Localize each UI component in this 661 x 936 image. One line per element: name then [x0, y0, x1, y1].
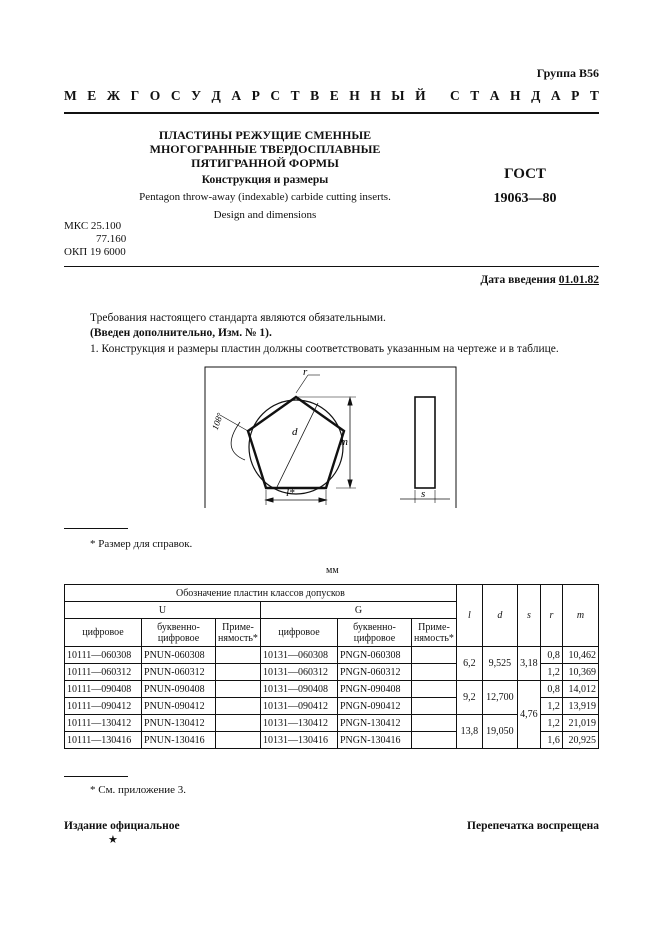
footnote-reference: * Размер для справок. — [90, 538, 193, 550]
table-header-designation: Обозначение пластин классов допусков — [65, 585, 457, 602]
banner-letter: С — [270, 88, 281, 103]
banner-letter: Н — [370, 88, 381, 103]
d-dimension-line — [276, 403, 318, 489]
banner-letter: Е — [329, 88, 339, 103]
group-label: Группа В56 — [536, 66, 599, 80]
banner-letter: Д — [211, 88, 221, 103]
standard-banner — [64, 88, 599, 104]
drawing-frame — [205, 367, 456, 508]
label-l: l* — [286, 487, 295, 499]
footnote-appendix: * См. приложение 3. — [90, 784, 187, 796]
col-d-header: d — [482, 585, 517, 647]
class-u-header: U — [65, 602, 261, 619]
col-numeric-u: цифровое — [65, 619, 142, 647]
banner-letter: Н — [510, 88, 521, 103]
date-label: Дата введения — [480, 274, 556, 286]
classification-codes — [64, 220, 126, 259]
title-subtitle: Конструкция и размеры — [201, 174, 329, 186]
mks-code-1: МКС 25.100 — [64, 220, 122, 232]
col-app-g: Приме- нямость* — [411, 619, 456, 647]
dimensions-table — [64, 584, 599, 749]
okp-code: ОКП 19 6000 — [64, 246, 126, 258]
class-g-header: G — [260, 602, 456, 619]
banner-letter — [436, 88, 439, 104]
banner-letter: Р — [571, 88, 580, 103]
banner-letter: Й — [415, 88, 426, 103]
banner-letter: Т — [589, 88, 599, 103]
insert-drawing — [200, 365, 460, 510]
banner-letter: Г — [130, 88, 140, 103]
title-block — [110, 128, 420, 222]
title-line-3: ПЯТИГРАННОЙ ФОРМЫ — [191, 156, 339, 170]
col-alnum-u: буквенно- цифровое — [142, 619, 216, 647]
title-english-2: Design and dimensions — [213, 209, 317, 221]
paragraph-amendment: (Введен дополнительно, Изм. № 1). — [90, 327, 272, 339]
date-value: 01.01.82 — [558, 274, 599, 286]
inscribed-circle — [249, 400, 343, 494]
banner-letter: Е — [87, 88, 97, 103]
gost-number: 19063—80 — [493, 191, 557, 206]
banner-letter: Т — [470, 88, 480, 103]
table-row: 10111—130412 PNUN-130412 10131—130412 PNGN-130412 13,8 19,050 1,2 21,019 — [65, 715, 599, 732]
table-row: 10111—060312 PNUN-060312 10131—060312 PNGN-060312 1,2 10,369 — [65, 664, 599, 681]
banner-letter: А — [489, 88, 500, 103]
header-rule — [64, 266, 599, 267]
paragraph-clause-1: 1. Конструкция и размеры пластин должны соответствовать указанным на чертеже и в таблице. — [90, 343, 559, 355]
banner-letter: С — [170, 88, 181, 103]
col-l-header: l — [456, 585, 482, 647]
col-numeric-g: цифровое — [260, 619, 337, 647]
label-m: m — [340, 436, 348, 448]
banner-letter: Ж — [106, 88, 121, 103]
star-icon: ★ — [108, 834, 118, 846]
table-row: 10111—060308 PNUN-060308 10131—060308 PNGN-060308 6,2 9,525 3,18 0,8 10,462 — [65, 647, 599, 664]
banner-letter: А — [231, 88, 242, 103]
col-alnum-g: буквенно- цифровое — [337, 619, 411, 647]
gost-id — [470, 166, 580, 207]
col-s-header: s — [517, 585, 540, 647]
pentagon-outline — [248, 397, 344, 488]
banner-letter: У — [191, 88, 201, 103]
introduction-date — [480, 274, 599, 286]
footer-reprint-prohibited: Перепечатка воспрещена — [467, 820, 599, 832]
table-row: 10111—090408 PNUN-090408 10131—090408 PNGN-090408 9,2 12,700 4,76 0,8 14,012 — [65, 681, 599, 698]
banner-letter: Р — [251, 88, 260, 103]
banner-letter: Д — [531, 88, 541, 103]
footer-official-edition: Издание официальное — [64, 820, 180, 832]
banner-letter: А — [550, 88, 561, 103]
banner-letter: Н — [349, 88, 360, 103]
title-line-1: ПЛАСТИНЫ РЕЖУЩИЕ СМЕННЫЕ — [158, 128, 372, 142]
banner-letter: В — [310, 88, 320, 103]
label-r: r — [303, 366, 308, 378]
mks-code-2: 77.160 — [96, 233, 127, 245]
footnote-rule-2 — [64, 776, 128, 777]
table-row: 10111—130416 PNUN-130416 10131—130416 PNGN-130416 1,6 20,925 — [65, 732, 599, 749]
banner-letter: Ы — [391, 88, 405, 103]
label-d: d — [292, 426, 298, 438]
insert-side-view — [415, 397, 435, 488]
title-line-2: МНОГОГРАННЫЕ ТВЕРДОСПЛАВНЫЕ — [149, 142, 381, 156]
col-r-header: r — [540, 585, 562, 647]
units-label: мм — [326, 565, 339, 576]
banner-letter: М — [64, 88, 77, 103]
col-app-u: Приме- нямость* — [216, 619, 261, 647]
col-m-header: m — [562, 585, 598, 647]
gost-label: ГОСТ — [504, 166, 546, 182]
label-s: s — [421, 488, 426, 500]
paragraph-mandatory: Требования настоящего стандарта являются обязательными. — [90, 312, 386, 324]
label-angle: 108° — [209, 411, 226, 432]
table-row: 10111—090412 PNUN-090412 10131—090412 PNGN-090412 1,2 13,919 — [65, 698, 599, 715]
top-rule — [64, 112, 599, 114]
title-english-1: Pentagon throw-away (indexable) carbide cutting inserts. — [139, 191, 391, 203]
footnote-rule-1 — [64, 528, 128, 529]
banner-letter: Т — [290, 88, 300, 103]
banner-letter: О — [149, 88, 161, 103]
angle-arc — [231, 422, 245, 460]
banner-letter: С — [449, 88, 460, 103]
